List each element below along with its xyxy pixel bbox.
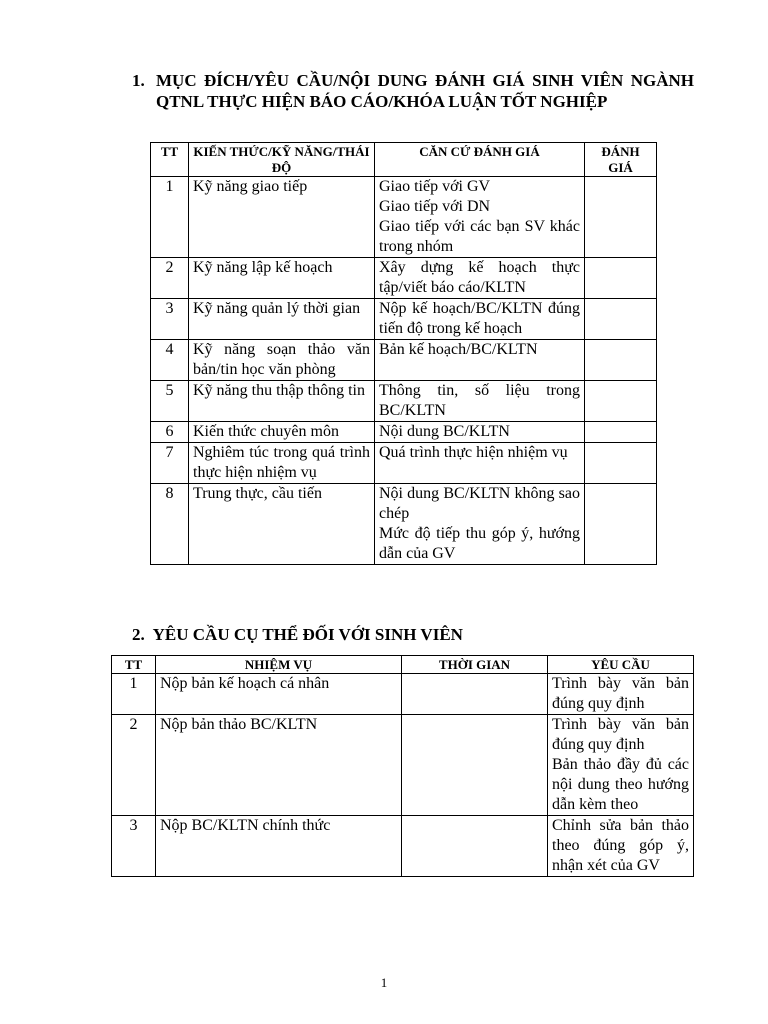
row-tt: 3 (151, 299, 189, 340)
row-basis (375, 484, 585, 565)
header-tt: TT (151, 143, 189, 177)
row-tt: 4 (151, 340, 189, 381)
row-tt: 5 (151, 381, 189, 422)
section-2-heading (132, 624, 692, 645)
requirements-table (111, 655, 694, 877)
section-1-number: 1. (132, 71, 145, 90)
header-req: YÊU CẦU (548, 656, 694, 674)
row-grade (585, 258, 657, 299)
basis-line: Giao tiếp với DN (379, 198, 491, 215)
table-row (112, 674, 694, 715)
table-row (151, 443, 657, 484)
row-skill: Kiến thức chuyên môn (189, 422, 375, 443)
row-time (402, 674, 548, 715)
section-2-number: 2. (132, 625, 145, 644)
req-line: Trình bày văn bản đúng quy định (552, 675, 689, 712)
basis-line: Nội dung BC/KLTN không sao chép (379, 485, 580, 522)
row-basis (375, 340, 585, 381)
row-skill: Kỹ năng giao tiếp (189, 177, 375, 258)
table-row (112, 715, 694, 816)
header-basis: CĂN CỨ ĐÁNH GIÁ (375, 143, 585, 177)
row-task: Nộp BC/KLTN chính thức (156, 816, 402, 877)
row-basis (375, 443, 585, 484)
basis-line: Xây dựng kế hoạch thực tập/viết báo cáo/KLTN (379, 259, 580, 296)
row-basis (375, 177, 585, 258)
row-skill: Kỹ năng soạn thảo văn bản/tin học văn phòng (189, 340, 375, 381)
row-skill: Kỹ năng thu thập thông tin (189, 381, 375, 422)
row-time (402, 816, 548, 877)
basis-line: Mức độ tiếp thu góp ý, hướng dẫn của GV (379, 525, 580, 562)
row-tt: 3 (112, 816, 156, 877)
req-line: Bản thảo đầy đủ các nội dung theo hướng dẫn kèm theo (552, 756, 689, 813)
table-row (151, 484, 657, 565)
table-row (151, 340, 657, 381)
basis-line: Thông tin, số liệu trong BC/KLTN (379, 382, 580, 419)
section-1-title: MỤC ĐÍCH/YÊU CẦU/NỘI DUNG ĐÁNH GIÁ SINH VIÊN NGÀNH QTNL THỰC HIỆN BÁO CÁO/KHÓA LUẬN TỐT NGHIỆP (156, 71, 694, 111)
header-task: NHIỆM VỤ (156, 656, 402, 674)
row-req (548, 674, 694, 715)
header-grade: ĐÁNH GIÁ (585, 143, 657, 177)
row-tt: 1 (112, 674, 156, 715)
row-grade (585, 177, 657, 258)
section-2-title: YÊU CẦU CỤ THỂ ĐỐI VỚI SINH VIÊN (152, 625, 463, 644)
header-time: THỜI GIAN (402, 656, 548, 674)
row-tt: 6 (151, 422, 189, 443)
table-row (151, 258, 657, 299)
header-skill: KIẾN THỨC/KỸ NĂNG/THÁI ĐỘ (189, 143, 375, 177)
row-task: Nộp bản thảo BC/KLTN (156, 715, 402, 816)
row-basis (375, 422, 585, 443)
row-skill: Kỹ năng quản lý thời gian (189, 299, 375, 340)
basis-line: Bản kế hoạch/BC/KLTN (379, 341, 538, 358)
row-grade (585, 422, 657, 443)
row-grade (585, 381, 657, 422)
row-grade (585, 299, 657, 340)
row-skill: Nghiêm túc trong quá trình thực hiện nhiệm vụ (189, 443, 375, 484)
table-row (151, 299, 657, 340)
req-line: Trình bày văn bản đúng quy định (552, 716, 689, 753)
row-req (548, 816, 694, 877)
row-req (548, 715, 694, 816)
row-grade (585, 340, 657, 381)
req-line: Chỉnh sửa bản thảo theo đúng góp ý, nhận xét của GV (552, 817, 689, 874)
page-number: 1 (380, 975, 388, 990)
basis-line: Quá trình thực hiện nhiệm vụ (379, 444, 568, 461)
section-1-heading (132, 70, 694, 112)
basis-line: Nộp kế hoạch/BC/KLTN đúng tiến độ trong kế hoạch (379, 300, 580, 337)
row-tt: 2 (151, 258, 189, 299)
basis-line: Nội dung BC/KLTN (379, 423, 510, 440)
row-basis (375, 381, 585, 422)
row-grade (585, 443, 657, 484)
table-row (112, 816, 694, 877)
row-task: Nộp bản kế hoạch cá nhân (156, 674, 402, 715)
row-time (402, 715, 548, 816)
table-header-row (112, 656, 694, 674)
basis-line: Giao tiếp với GV (379, 178, 491, 195)
table-header-row (151, 143, 657, 177)
table-row (151, 177, 657, 258)
row-skill: Kỹ năng lập kế hoạch (189, 258, 375, 299)
row-basis (375, 258, 585, 299)
table-row (151, 381, 657, 422)
evaluation-table (150, 142, 657, 565)
row-basis (375, 299, 585, 340)
row-tt: 7 (151, 443, 189, 484)
row-tt: 2 (112, 715, 156, 816)
basis-line: Giao tiếp với các bạn SV khác trong nhóm (379, 218, 580, 255)
row-grade (585, 484, 657, 565)
row-skill: Trung thực, cầu tiến (189, 484, 375, 565)
row-tt: 8 (151, 484, 189, 565)
table-row (151, 422, 657, 443)
header-tt: TT (112, 656, 156, 674)
row-tt: 1 (151, 177, 189, 258)
